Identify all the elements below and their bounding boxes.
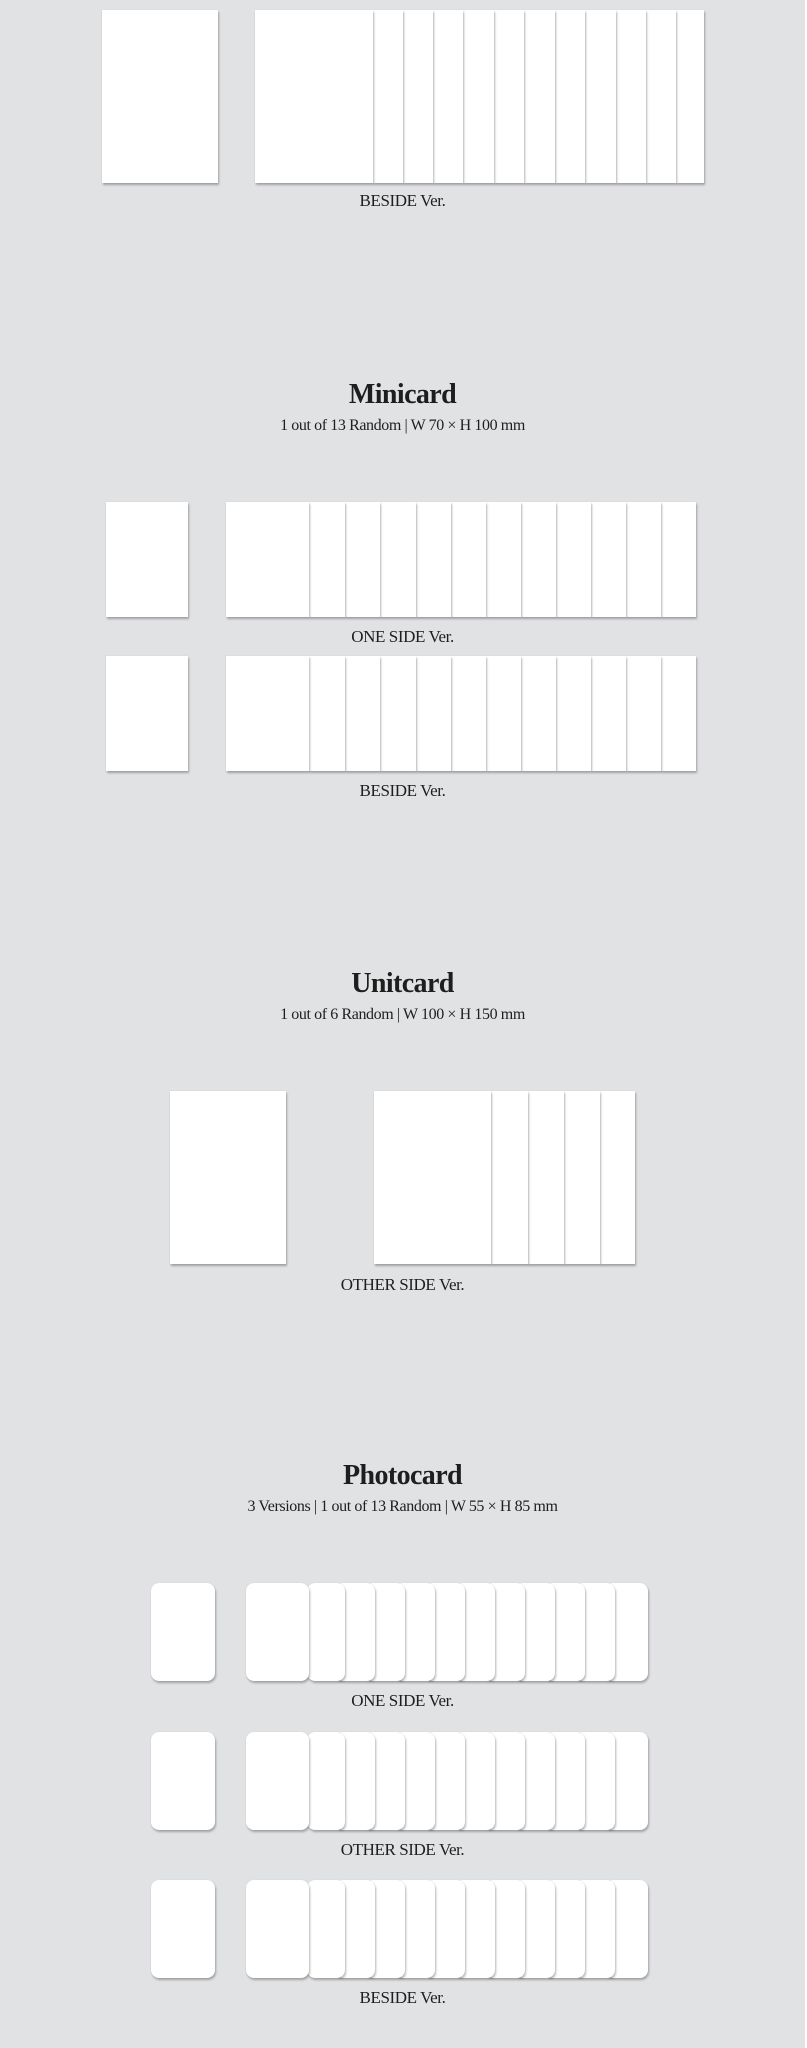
card-front: [102, 10, 218, 183]
section-subtitle: 3 Versions | 1 out of 13 Random | W 55 × H 85 mm: [247, 1498, 558, 1515]
card: [345, 656, 380, 771]
card: [309, 502, 345, 617]
card-front: [106, 502, 188, 617]
card: [528, 1091, 564, 1264]
card-stack-front: [226, 502, 309, 617]
section-subtitle: 1 out of 13 Random | W 70 × H 100 mm: [280, 417, 525, 434]
card-stack-front: [246, 1583, 309, 1681]
card: [676, 10, 704, 183]
card: [433, 10, 463, 183]
card: [451, 656, 486, 771]
card: [309, 656, 345, 771]
card: [373, 10, 403, 183]
card: [600, 1091, 635, 1264]
card-stack-front: [226, 656, 309, 771]
card: [380, 656, 416, 771]
card: [451, 502, 486, 617]
section-title: Minicard: [348, 379, 457, 410]
card: [661, 502, 696, 617]
card: [463, 10, 494, 183]
card-stack-front: [255, 10, 373, 183]
version-label: ONE SIDE Ver.: [351, 1691, 454, 1710]
version-label: BESIDE Ver.: [359, 781, 446, 800]
card: [591, 502, 626, 617]
card: [307, 1732, 345, 1830]
card: [585, 10, 616, 183]
version-label: OTHER SIDE Ver.: [340, 1275, 465, 1294]
card: [307, 1583, 345, 1681]
card: [416, 656, 451, 771]
card: [416, 502, 451, 617]
card: [616, 10, 646, 183]
card: [521, 502, 556, 617]
card: [403, 10, 433, 183]
card: [555, 10, 585, 183]
card: [307, 1880, 345, 1978]
section-subtitle: 1 out of 6 Random | W 100 × H 150 mm: [280, 1006, 525, 1023]
card: [556, 502, 591, 617]
section-title: Photocard: [342, 1460, 463, 1491]
card-front: [151, 1880, 215, 1978]
card: [626, 656, 661, 771]
version-label: BESIDE Ver.: [359, 191, 446, 210]
card-stack-front: [374, 1091, 491, 1264]
card: [591, 656, 626, 771]
card: [626, 502, 661, 617]
card: [486, 656, 521, 771]
card-front: [151, 1583, 215, 1681]
card: [556, 656, 591, 771]
version-label: OTHER SIDE Ver.: [340, 1840, 465, 1859]
version-label: ONE SIDE Ver.: [351, 627, 454, 646]
card-front: [151, 1732, 215, 1830]
card: [491, 1091, 528, 1264]
card: [521, 656, 556, 771]
card: [564, 1091, 600, 1264]
card: [646, 10, 676, 183]
version-label: BESIDE Ver.: [359, 1988, 446, 2007]
card: [494, 10, 524, 183]
card-stack-front: [246, 1880, 309, 1978]
card: [661, 656, 696, 771]
card-front: [106, 656, 188, 771]
card: [380, 502, 416, 617]
card: [345, 502, 380, 617]
card-stack-front: [246, 1732, 309, 1830]
card-front: [170, 1091, 286, 1264]
card: [486, 502, 521, 617]
card: [524, 10, 555, 183]
section-title: Unitcard: [351, 968, 454, 999]
